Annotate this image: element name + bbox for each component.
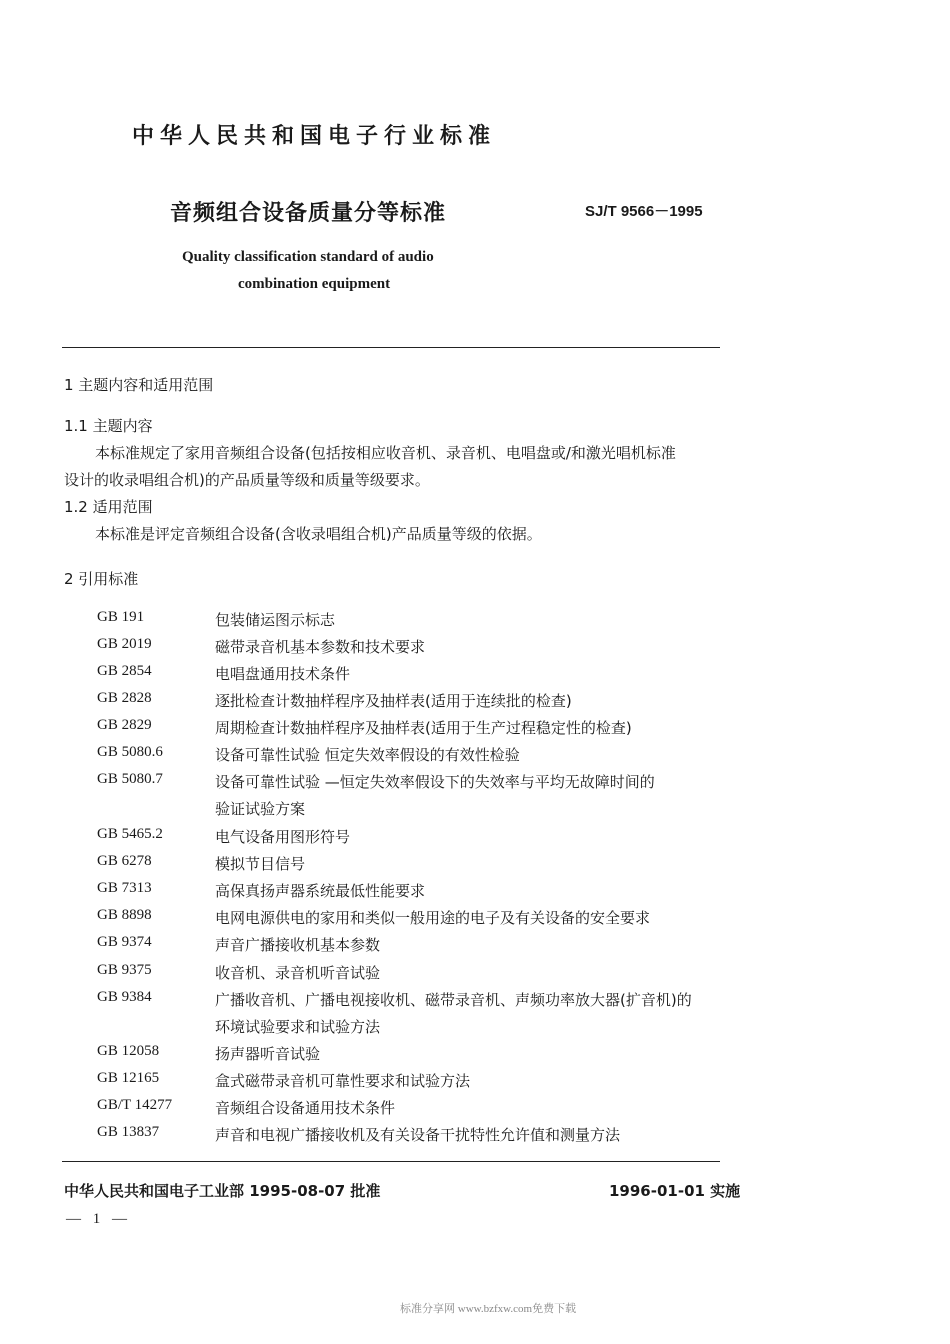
reference-code: GB 2854: [97, 663, 152, 679]
reference-title: 扬声器听音试验: [215, 1045, 321, 1063]
reference-title: 电网电源供电的家用和类似一般用途的电子及有关设备的安全要求: [215, 909, 651, 927]
section-1-2-heading: 1.2 适用范围: [64, 498, 153, 516]
industry-standard-heading: 中华人民共和国电子行业标准: [132, 124, 497, 149]
reference-code: GB 2829: [97, 717, 152, 733]
section-1-1-para-line1: 本标准规定了家用音频组合设备(包括按相应收音机、录音机、电唱盘或/和激光唱机标准: [95, 444, 676, 462]
reference-code: GB 12058: [97, 1043, 160, 1059]
implementation-date: 1996-01-01 实施: [609, 1182, 741, 1200]
standard-code: SJ/T 9566－1995: [585, 203, 703, 220]
reference-title: 高保真扬声器系统最低性能要求: [215, 882, 426, 900]
reference-code: GB 9384: [97, 989, 152, 1005]
section-2-heading: 2 引用标准: [64, 570, 139, 588]
section-1-2-para: 本标准是评定音频组合设备(含收录唱组合机)产品质量等级的依据。: [95, 525, 542, 543]
reference-title: 电气设备用图形符号: [215, 828, 351, 846]
reference-title-continued: 环境试验要求和试验方法: [215, 1018, 381, 1036]
reference-code: GB 9375: [97, 962, 152, 978]
header-divider: [62, 347, 720, 348]
reference-code: GB 191: [97, 609, 145, 625]
reference-code: GB 5080.7: [97, 771, 163, 787]
reference-code: GB/T 14277: [97, 1097, 173, 1113]
reference-title: 盒式磁带录音机可靠性要求和试验方法: [215, 1072, 471, 1090]
reference-code: GB 6278: [97, 853, 152, 869]
reference-title: 音频组合设备通用技术条件: [215, 1099, 396, 1117]
reference-code: GB 13837: [97, 1124, 160, 1140]
reference-code: GB 9374: [97, 934, 152, 950]
reference-title: 包装储运图示标志: [215, 611, 336, 629]
document-title-en-line1: Quality classification standard of audio: [182, 249, 434, 265]
reference-title-continued: 验证试验方案: [215, 800, 306, 818]
footer-divider: [62, 1161, 720, 1162]
reference-code: GB 7313: [97, 880, 152, 896]
reference-code: GB 5080.6: [97, 744, 163, 760]
reference-title: 声音广播接收机基本参数: [215, 936, 381, 954]
document-title-cn: 音频组合设备质量分等标准: [170, 201, 447, 226]
approval-statement: 中华人民共和国电子工业部 1995-08-07 批准: [64, 1182, 381, 1200]
reference-title: 收音机、录音机听音试验: [215, 964, 381, 982]
page-number: — 1 —: [66, 1211, 131, 1227]
reference-title: 设备可靠性试验 —恒定失效率假设下的失效率与平均无故障时间的: [215, 773, 655, 791]
reference-code: GB 5465.2: [97, 826, 163, 842]
reference-title: 电唱盘通用技术条件: [215, 665, 351, 683]
reference-title: 设备可靠性试验 恒定失效率假设的有效性检验: [215, 746, 520, 764]
reference-title: 声音和电视广播接收机及有关设备干扰特性允许值和测量方法: [215, 1126, 621, 1144]
section-1-1-para-line2: 设计的收录唱组合机)的产品质量等级和质量等级要求。: [64, 471, 430, 489]
section-1-1-heading: 1.1 主题内容: [64, 417, 153, 435]
reference-title: 周期检查计数抽样程序及抽样表(适用于生产过程稳定性的检查): [215, 719, 632, 737]
reference-title: 广播收音机、广播电视接收机、磁带录音机、声频功率放大器(扩音机)的: [215, 991, 692, 1009]
reference-title: 磁带录音机基本参数和技术要求: [215, 638, 426, 656]
reference-code: GB 8898: [97, 907, 152, 923]
document-title-en-line2: combination equipment: [238, 276, 391, 292]
reference-title: 逐批检查计数抽样程序及抽样表(适用于连续批的检查): [215, 692, 572, 710]
watermark-text: 标准分享网 www.bzfxw.com免费下载: [400, 1303, 577, 1315]
reference-title: 模拟节目信号: [215, 855, 306, 873]
section-1-heading: 1 主题内容和适用范围: [64, 376, 214, 394]
reference-code: GB 12165: [97, 1070, 160, 1086]
reference-code: GB 2019: [97, 636, 152, 652]
reference-code: GB 2828: [97, 690, 152, 706]
